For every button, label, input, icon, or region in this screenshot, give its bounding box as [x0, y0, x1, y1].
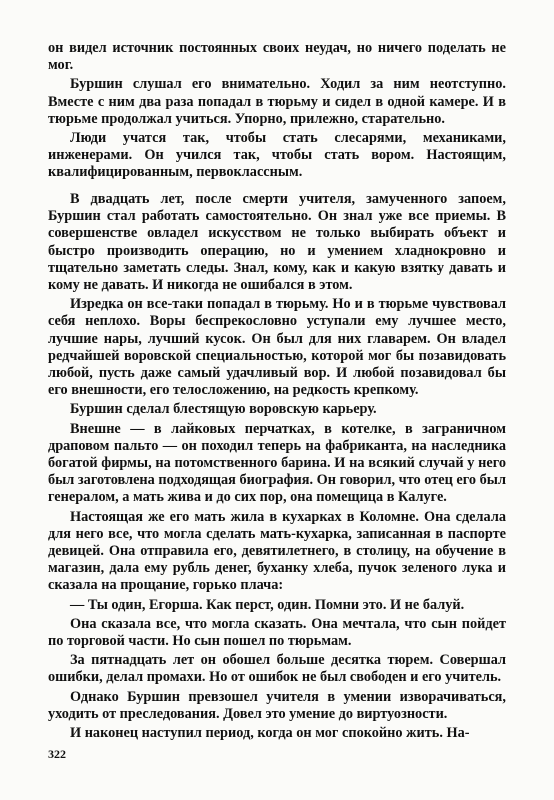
text-section-two [48, 191, 506, 744]
paragraph: Внешне — в лайковых перчатках, в котелке, в заграничном драповом пальто — он походил теперь на фабриканта, на наследника богатой фирмы, на потомственного барина. И на всякий случай у него был заготовлена подходящая биография. Он говорил, что отец его был генералом, а мать жива и до сих пор, она помещица в Калуге. [48, 420, 506, 506]
paragraph: Буршин слушал его внимательно. Ходил за ним неотступно. Вместе с ним два раза попадал в тюрьму и сидел в одной камере. И в тюрьме продолжал учиться. Упорно, прилежно, старательно. [48, 76, 506, 127]
dialog-line: — Ты один, Егорша. Как перст, один. Помни это. И не балуй. [70, 596, 465, 613]
paragraph: он видел источник постоянных своих неудач, но ничего поделать не мог. [48, 40, 506, 74]
paragraph: Настоящая же его мать жила в кухарках в Коломне. Она сделала для него все, что могла сделать мать-кухарка, записанная в паспорте девицей. Она отправила его, девятилетнего, в столицу, на обучение в магазин, дала ему рубль денег, буханку хлеба, пучок зеленого лука и сказала на прощание, горько плача: [48, 508, 506, 594]
paragraph: Она сказала все, что могла сказать. Она мечтала, что сын пойдет по торговой части. Но сын пошел по тюрьмам. [48, 615, 506, 650]
paragraph: За пятнадцать лет он обошел больше десятка тюрем. Совершал ошибки, делал промахи. Но от ошибок не был свободен и его учитель. [48, 652, 506, 686]
page-number: 322 [48, 747, 66, 761]
paragraph: Буршин сделал блестящую воровскую карьеру. [70, 401, 377, 418]
text-section-one [48, 40, 506, 184]
paragraph: И наконец наступил период, когда он мог спокойно жить. На- [70, 725, 470, 742]
paragraph: В двадцать лет, после смерти учителя, замученного запоем, Буршин стал работать самостоятельно. Он знал уже все приемы. В совершенстве овладел искусством не только выбирать объект и быстро производить операцию, но и умением хладнокровно и тщательно заметать следы. Знал, кому, как и какую взятку давать и кому не давать. И никогда не ошибался в этом. [48, 191, 506, 294]
paragraph: Изредка он все-таки попадал в тюрьму. Но и в тюрьме чувствовал себя неплохо. Воры беспрекословно уступали ему лучшее место, лучшие нары, лучший кусок. Он был для них главарем. Он владел редчайшей воровской специальностью, которой мог бы позавидовать любой, пусть даже самый удачливый вор. И любой позавидовал бы его внешности, его телосложению, на редкость крепкому. [48, 296, 506, 399]
paragraph: Однако Буршин превзошел учителя в умении изворачиваться, уходить от преследования. Довел это умение до виртуозности. [48, 688, 506, 722]
paragraph: Люди учатся так, чтобы стать слесарями, механиками, инженерами. Он учился так, чтобы стать вором. Настоящим, квалифицированным, первоклассным. [48, 130, 506, 181]
